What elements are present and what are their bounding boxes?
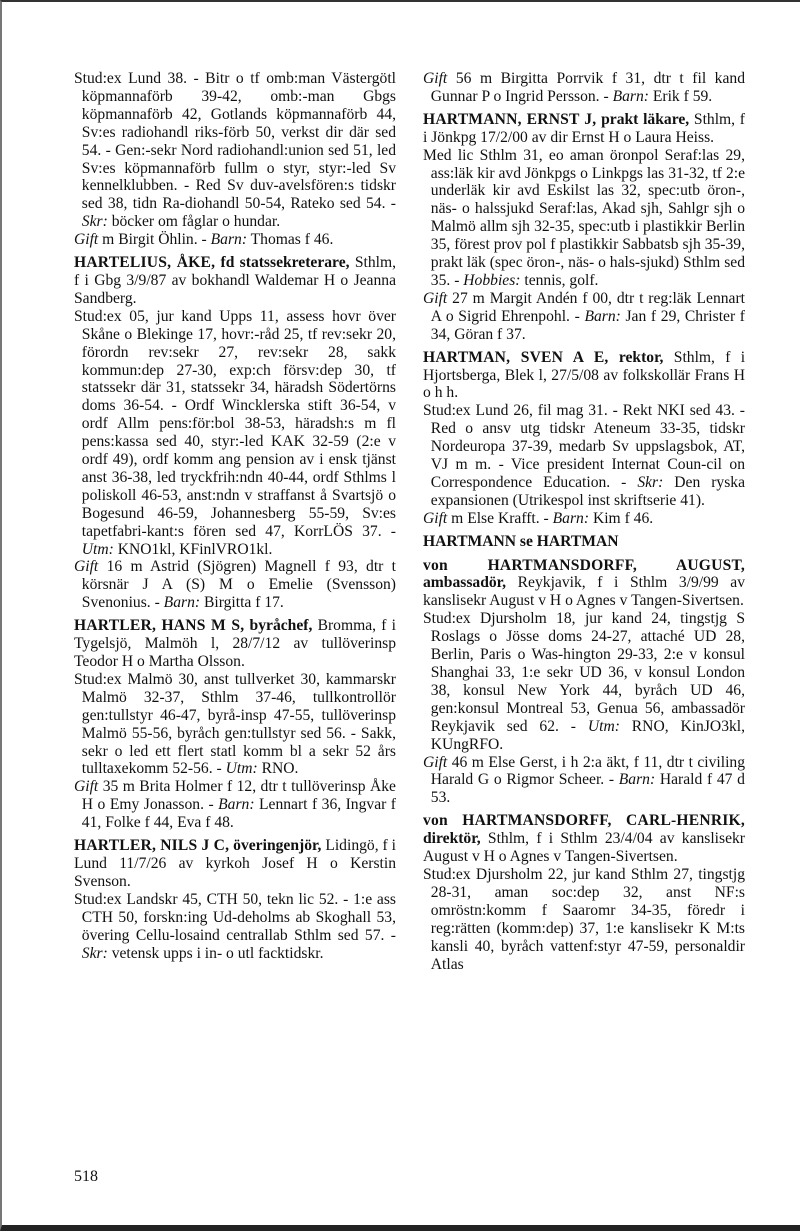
left-column	[74, 70, 396, 967]
entry-title: byråchef,	[249, 617, 313, 635]
biography-entry	[74, 617, 396, 832]
entry-name: von HARTMANSDORFF, CARL-HENRIK,	[423, 812, 745, 830]
entry-body: Stud:ex Djursholm 18, jur kand 24, tingstjg S Roslags o Jösse doms 24-27, attaché UD 28, Berlin, Paris o Was-hington 29-33, 2:e v konsul Shanghai 33, 1:e sekr UD 36, v konsul London 38, konsul New York 44, byråch UD 46, gen:konsul Montreal 53, Genua 56, ambassadör Reykjavik sed 62. - Utm: RNO, KinJO3kl, KUngRFO.	[423, 610, 746, 753]
biography-entry	[74, 837, 396, 962]
continuation-family: Gift m Birgit Öhlin. - Barn: Thomas f 46.	[74, 231, 334, 249]
entry-name: HARTLER, NILS J C,	[74, 837, 230, 855]
entry-body: Stud:ex Lund 26, fil mag 31. - Rekt NKI sed 43. - Red o ansv utg tidskr Ateneum 33-35, tidskr Nordeuropa 37-39, medarb Sv uppslagsbok, AT, VJ m m. - Vice president Internat Coun-cil on Correspondence Education. - Skr: Den ryska expansionen (Utrikespol inst skriftserie 41).	[423, 402, 745, 509]
continuation-entry	[423, 70, 745, 106]
biography-entry	[423, 111, 745, 344]
entry-name: von HARTMANSDORFF, AUGUST,	[423, 556, 745, 574]
entry-title: rektor,	[618, 348, 664, 366]
entry-heading: HARTLER, NILS J C, överingenjör, Lidingö, f i Lund 11/7/26 av kyrkoh Josef H o Kerstin Svenson.	[74, 837, 396, 890]
entry-name: HARTELIUS, ÅKE,	[74, 254, 216, 272]
entry-title: prakt läkare,	[601, 110, 690, 128]
entry-body: Stud:ex Djursholm 22, jur kand Sthlm 27, tingstjg 28-31, aman soc:dep 32, anst NF:s omröstn:komm f Saaromr 34-35, föredr i reg:rätten (komm:dep) 37, 1:e kanslisekr K M:ts kansli 40, byråch vattenf:styr 47-59, personaldir Atlas	[423, 865, 745, 973]
entry-family: Gift 27 m Margit Andén f 00, dtr t reg:läk Lennart A o Sigrid Ehrenpohl. - Barn: Jan f 29, Christer f 34, Göran f 37.	[423, 289, 745, 343]
entry-title: ambassadör,	[423, 574, 507, 592]
biography-entry	[423, 812, 745, 973]
entry-family: Gift m Else Krafft. - Barn: Kim f 46.	[423, 509, 654, 527]
entry-heading: von HARTMANSDORFF, AUGUST, ambassadör, Reykjavik, f i Sthlm 3/9/99 av kanslisekr August v H o Agnes v Tangen-Sivertsen.	[423, 556, 745, 610]
biography-entry	[423, 349, 745, 528]
entry-heading: von HARTMANSDORFF, CARL-HENRIK, direktör, Sthlm, f i Sthlm 23/4/04 av kanslisekr August v H o Agnes v Tangen-Sivertsen.	[423, 812, 745, 866]
continuation-family: Gift 56 m Birgitta Porrvik f 31, dtr t fil kand Gunnar P o Ingrid Persson. - Barn: Erik f 59.	[423, 70, 745, 105]
entry-family: Gift 35 m Brita Holmer f 12, dtr t tullöverinsp Åke H o Emy Jonasson. - Barn: Lennart f 36, Ingvar f 41, Folke f 44, Eva f 48.	[74, 778, 396, 832]
entry-title: direktör,	[423, 830, 481, 848]
entry-family: Gift 16 m Astrid (Sjögren) Magnell f 93, dtr t körsnär J A (S) M o Emelie (Svensson) Svenonius. - Barn: Birgitta f 17.	[74, 558, 396, 612]
right-column	[423, 70, 745, 978]
entry-body: Med lic Sthlm 31, eo aman öronpol Seraf:las 29, ass:läk kir avd Jönkpgs o Linkpgs las 31-32, tf 2:e underläk kir avd Eskilst las 32, spec:utb öron-, näs- o halssjukd Seraf:las, Akad sjh, Sahlgr sjh o Malmö allm sjh 32-35, spec:utb i plastikkir Berlin 35, förest prov pol f plastikkir Sabbatsb sjh 35-39, prakt läk (spec öron-, näs- o hals-sjukd) Sthlm sed 35. - Hobbies: tennis, golf.	[423, 146, 745, 289]
entry-heading: HARTLER, HANS M S, byråchef, Bromma, f i Tygelsjö, Malmöh l, 28/7/12 av tullöverinsp Teodor H o Martha Olsson.	[74, 617, 396, 670]
entry-body: Stud:ex Malmö 30, anst tullverket 30, kammarskr Malmö 32-37, Sthlm 37-46, tullkontrollör gen:tullstyr 46-47, byrå-insp 47-55, tullöverinsp Malmö 55-56, byråch gen:tullstyr sed 56. - Sakk, sekr o led ett flert statl komm bl a sekr 52 års tulltaxekomm 52-56. - Utm: RNO.	[74, 670, 396, 778]
entry-body: Stud:ex Landskr 45, CTH 50, tekn lic 52. - 1:e ass CTH 50, forskn:ing Ud-deholms ab Skoghall 53, övering Cellu-losaind centrallab Sthlm sed 57. - Skr: vetensk upps i in- o utl facktidskr.	[74, 890, 396, 962]
entry-heading: HARTMAN, SVEN A E, rektor, Sthlm, f i Hjortsberga, Blek l, 27/5/08 av folkskollär Frans H o h h.	[423, 348, 746, 402]
cross-reference: HARTMANN se HARTMAN	[423, 532, 619, 550]
entry-title: fd statssekreterare,	[220, 254, 350, 272]
biography-entry	[74, 254, 396, 612]
page-number: 518	[74, 1168, 98, 1185]
entry-name: HARTMAN, SVEN A E,	[423, 348, 609, 366]
continuation-text: Stud:ex Lund 38. - Bitr o tf omb:man Västergötl köpmannaförb 39-42, omb:-man Gbgs köpmannaförb 42, Gotlands köpmannaförb 44, Sv:es radiohandl riks-förb 50, verkst dir där sed 54. - Gen:-sekr Nord radiohandl:union sed 51, led Sv:es köpmannaförb fullm o styr, styr:-led Sv kennelklubben. - Red Sv duv-avelsfören:s tidskr sed 38, tidn Ra-diohandl 50-54, Rateko sed 54. - Skr: böcker om fåglar o hundar.	[74, 70, 396, 231]
entry-heading: HARTELIUS, ÅKE, fd statssekreterare, Sthlm, f i Gbg 3/9/87 av bokhandl Waldemar H o Jeanna Sandberg.	[74, 254, 396, 307]
entry-title: överingenjör,	[233, 837, 322, 855]
continuation-entry	[74, 70, 396, 249]
entry-body: Stud:ex 05, jur kand Upps 11, assess hovr över Skåne o Blekinge 17, hovr:-råd 25, tf rev:sekr 20, förordn rev:sekr 27, rev:sekr 28, sakk kommun:dep 27-30, exp:ch försv:dep 30, tf statssekr där 31, statssekr 34, häradsh Södertörns doms 36-54. - Ordf Wincklerska stift 36-54, v ordf Allm pens:för:bol 38-53, häradsh:s m fl pens:kassa sed 40, styr:-led KAK 32-59 (2:e v ordf 49), ordf komm ang pension av i ensk tjänst anst 36-38, led tryckfrih:ndn 40-44, ordf Sthlms l poliskoll 46-53, anst:ndn v straffanst å Svartsjö o Bogesund 46-59, Johannesberg 55-59, Sv:es tapetfabri-kant:s fören sed 47, KorrLÖS 37. - Utm: KNO1kl, KFinlVRO1kl.	[74, 307, 396, 558]
entry-heading: HARTMANN, ERNST J, prakt läkare, Sthlm, f i Jönkpg 17/2/00 av dir Ernst H o Laura Heiss.	[423, 110, 745, 146]
entry-name: HARTLER, HANS M S,	[74, 617, 245, 635]
entry-family: Gift 46 m Else Gerst, i h 2:a äkt, f 11, dtr t civiling Harald G o Rigmor Scheer. - Barn: Harald f 47 d 53.	[423, 753, 745, 807]
entry-name: HARTMANN, ERNST J,	[423, 110, 597, 128]
biography-entry	[423, 557, 745, 808]
